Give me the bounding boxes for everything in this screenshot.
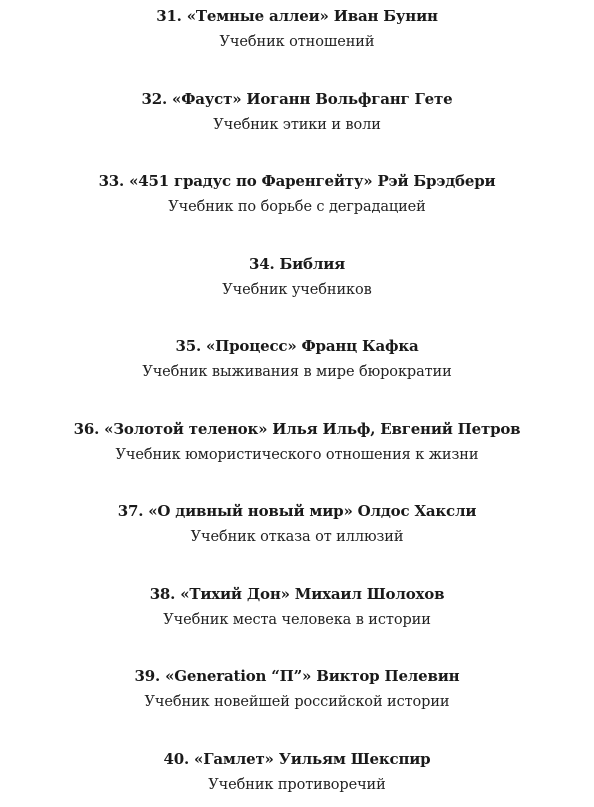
list-item <box>0 335 594 383</box>
entry-title: 40. «Гамлет» Уильям Шекспир <box>163 750 431 768</box>
list-item <box>0 5 594 53</box>
list-item <box>0 418 594 466</box>
entry-title: 37. «О дивный новый мир» Олдос Хаксли <box>117 502 477 520</box>
entry-subtitle: Учебник отношений <box>219 34 375 50</box>
entry-title: 36. «Золотой теленок» Илья Ильф, Евгений Петров <box>73 420 521 438</box>
entry-subtitle: Учебник этики и воли <box>213 117 381 133</box>
entry-subtitle: Учебник противоречий <box>208 777 386 793</box>
list-item <box>0 88 594 136</box>
entry-subtitle: Учебник выживания в мире бюрократии <box>142 364 452 380</box>
entry-title: 31. «Темные аллеи» Иван Бунин <box>156 7 438 25</box>
list-item <box>0 253 594 301</box>
list-item <box>0 748 594 796</box>
list-item <box>0 170 594 218</box>
entry-subtitle: Учебник юмористического отношения к жизни <box>115 447 479 463</box>
entry-title: 39. «Generation “П”» Виктор Пелевин <box>134 667 460 685</box>
entry-subtitle: Учебник места человека в истории <box>163 612 431 628</box>
entry-subtitle: Учебник по борьбе с деградацией <box>168 199 426 215</box>
entry-title: 35. «Процесс» Франц Кафка <box>175 337 419 355</box>
list-item <box>0 665 594 713</box>
entry-title: 34. Библия <box>248 255 346 273</box>
entry-title: 38. «Тихий Дон» Михаил Шолохов <box>149 585 445 603</box>
list-item <box>0 583 594 631</box>
entry-subtitle: Учебник учебников <box>222 282 372 298</box>
entry-subtitle: Учебник отказа от иллюзий <box>190 529 404 545</box>
entry-title: 33. «451 градус по Фаренгейту» Рэй Брэдбери <box>98 172 496 190</box>
entry-title: 32. «Фауст» Иоганн Вольфганг Гете <box>141 90 453 108</box>
list-item <box>0 500 594 548</box>
entry-subtitle: Учебник новейшей российской истории <box>144 694 450 710</box>
